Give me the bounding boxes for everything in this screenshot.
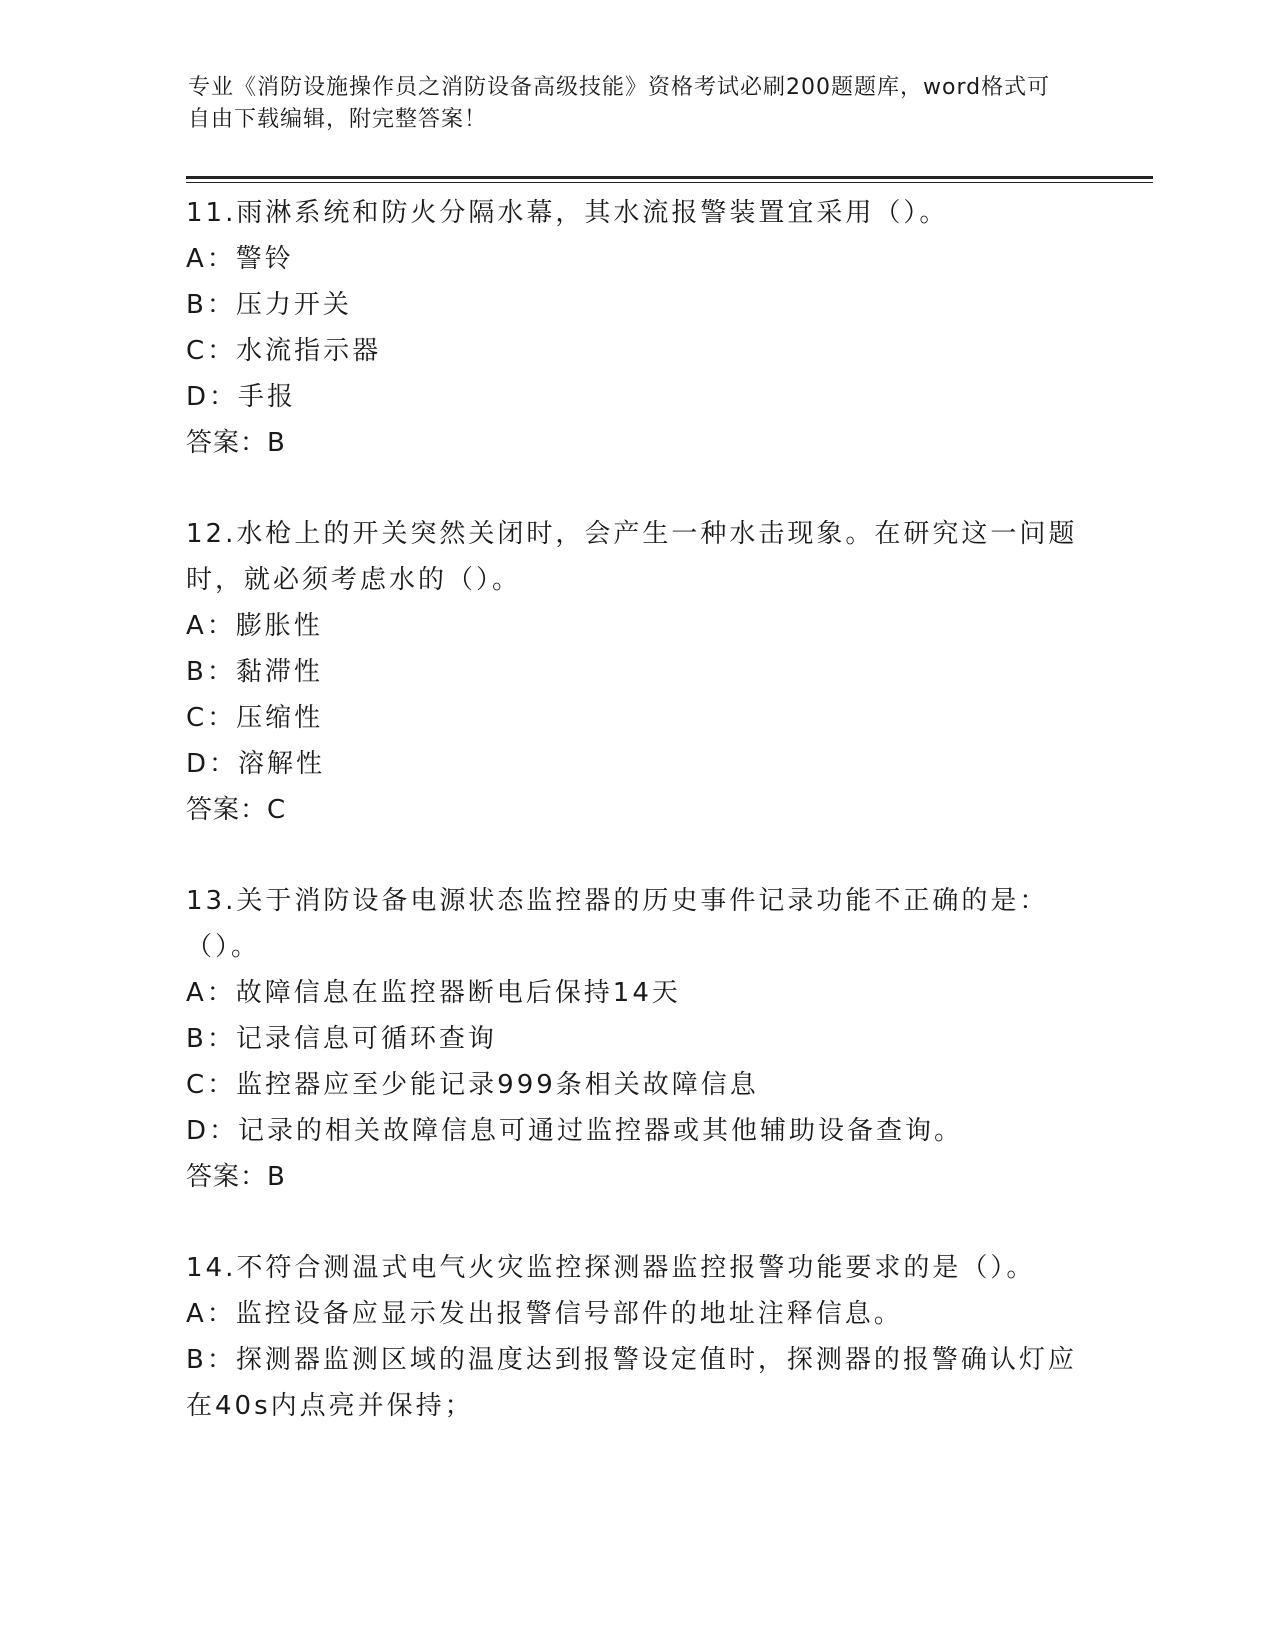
question-text: 14.不符合测温式电气火灾监控探测器监控报警功能要求的是（）。 <box>186 1253 1036 1283</box>
question-text: 13.关于消防设备电源状态监控器的历史事件记录功能不正确的是：（）。 <box>186 886 1049 962</box>
option-b: B：黏滞性 <box>186 657 323 687</box>
question-13 <box>186 878 1086 1200</box>
question-14 <box>186 1245 1086 1429</box>
option-a: A：膨胀性 <box>186 611 323 641</box>
question-12 <box>186 511 1086 833</box>
question-list <box>186 190 1086 1474</box>
option-b: B：探测器监测区域的温度达到报警设定值时，探测器的报警确认灯应在40s内点亮并保持； <box>186 1345 1077 1421</box>
option-a: A：监控设备应显示发出报警信号部件的地址注释信息。 <box>186 1299 903 1329</box>
option-d: D：溶解性 <box>186 749 326 779</box>
document-header: 专业《消防设施操作员之消防设备高级技能》资格考试必刷200题题库，word格式可自由下载编辑，附完整答案！ <box>188 75 1051 132</box>
question-11 <box>186 190 1086 466</box>
option-c: C：水流指示器 <box>186 336 382 366</box>
option-c: C：压缩性 <box>186 703 324 733</box>
option-c: C：监控器应至少能记录999条相关故障信息 <box>186 1070 759 1100</box>
answer-line: 答案：B <box>186 1162 286 1192</box>
answer-line: 答案：B <box>186 428 286 458</box>
option-b: B：记录信息可循环查询 <box>186 1024 497 1054</box>
answer-line: 答案：C <box>186 795 287 825</box>
question-text: 12.水枪上的开关突然关闭时，会产生一种水击现象。在研究这一问题时，就必须考虑水的（）。 <box>186 519 1078 595</box>
question-text: 11.雨淋系统和防火分隔水幕，其水流报警装置宜采用（）。 <box>186 198 949 228</box>
option-b: B：压力开关 <box>186 290 352 320</box>
option-a: A：警铃 <box>186 244 294 274</box>
option-a: A：故障信息在监控器断电后保持14天 <box>186 978 681 1008</box>
header-divider-thick <box>186 176 1153 179</box>
option-d: D：手报 <box>186 382 297 412</box>
header-divider-thin <box>186 182 1153 183</box>
option-d: D：记录的相关故障信息可通过监控器或其他辅助设备查询。 <box>186 1116 964 1146</box>
